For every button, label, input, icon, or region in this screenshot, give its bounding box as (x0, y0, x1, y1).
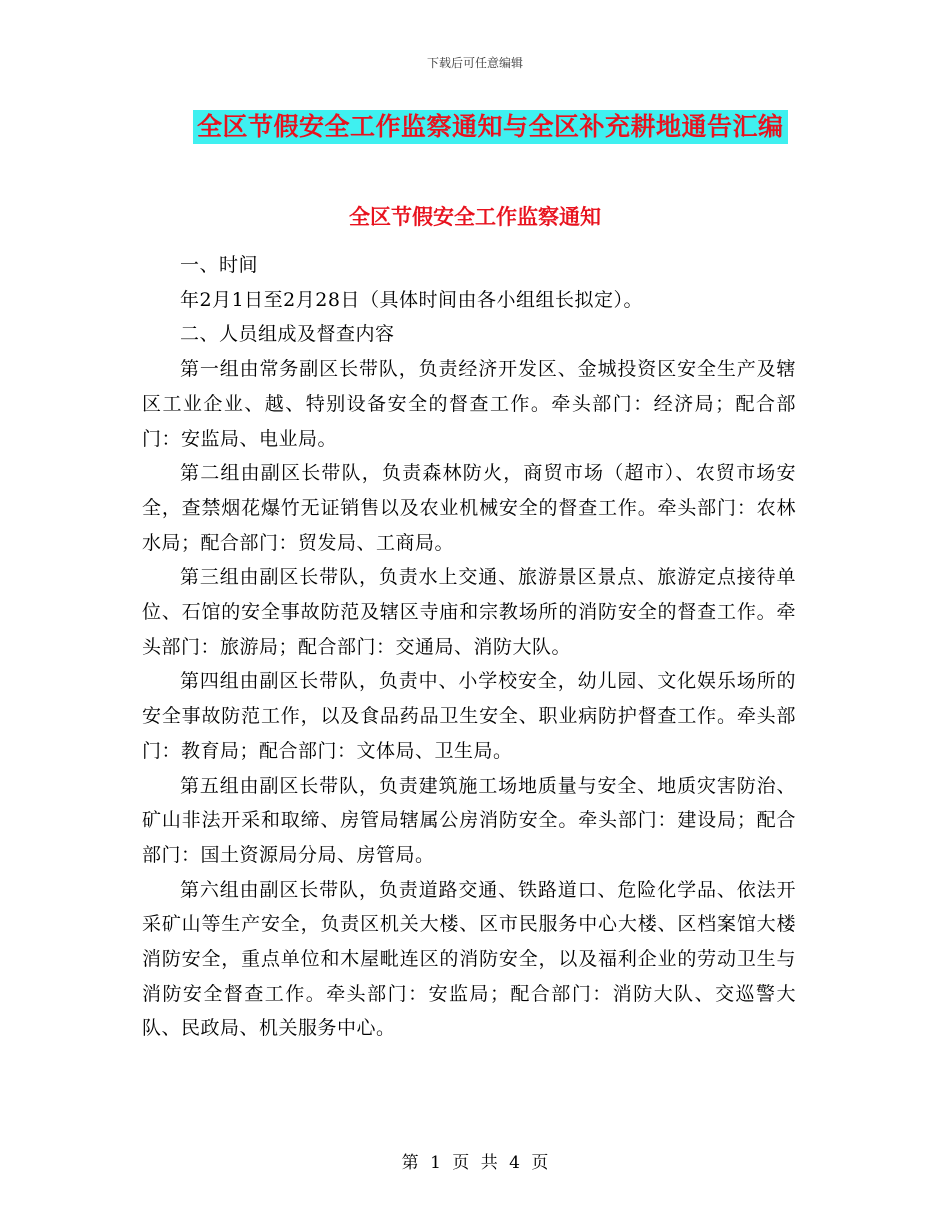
document-body (142, 248, 796, 1046)
document-main-title: 全区节假安全工作监察通知与全区补充耕地通告汇编 (193, 110, 788, 144)
paragraph-group-6: 第六组由副区长带队，负责道路交通、铁路道口、危险化学品、依法开采矿山等生产安全，负责区机关大楼、区市民服务中心大楼、区档案馆大楼消防安全，重点单位和木屋毗连区的消防安全，以及福利企业的劳动卫生与消防安全督查工作。牵头部门：安监局；配合部门：消防大队、交巡警大队、民政局、机关服务中心。 (142, 878, 796, 1040)
paragraph-group-4: 第四组由副区长带队，负责中、小学校安全，幼儿园、文化娱乐场所的安全事故防范工作，以及食品药品卫生安全、职业病防护督查工作。牵头部门：教育局；配合部门：文体局、卫生局。 (142, 670, 796, 762)
paragraph-time-range: 年2月1日至2月28日（具体时间由各小组组长拟定）。 (180, 288, 643, 311)
section-title: 全区节假安全工作监察通知 (349, 204, 601, 229)
header-note: 下载后可任意编辑 (426, 56, 523, 70)
paragraph-group-5: 第五组由副区长带队，负责建筑施工场地质量与安全、地质灾害防治、矿山非法开采和取缔、房管局辖属公房消防安全。牵头部门：建设局；配合部门：国土资源局分局、房管局。 (142, 774, 796, 866)
paragraph-time-heading: 一、时间 (180, 254, 259, 276)
paragraph-group-3: 第三组由副区长带队，负责水上交通、旅游景区景点、旅游定点接待单位、石馆的安全事故防范及辖区寺庙和宗教场所的消防安全的督查工作。牵头部门：旅游局；配合部门：交通局、消防大队。 (142, 566, 796, 658)
paragraph-group-2: 第二组由副区长带队，负责森林防火，商贸市场（超市）、农贸市场安全，查禁烟花爆竹无证销售以及农业机械安全的督查工作。牵头部门：农林水局；配合部门：贸发局、工商局。 (142, 462, 796, 554)
paragraph-group-1: 第一组由常务副区长带队，负责经济开发区、金城投资区安全生产及辖区工业企业、越、特别设备安全的督查工作。牵头部门：经济局；配合部门：安监局、电业局。 (142, 358, 796, 450)
paragraph-staff-heading: 二、人员组成及督查内容 (180, 323, 395, 346)
page-number-footer: 第 1 页 共 4 页 (401, 1153, 549, 1173)
